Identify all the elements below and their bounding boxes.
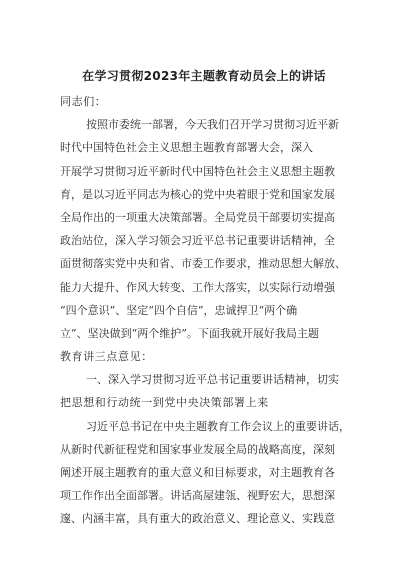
text-line: 从新时代新征程党和国家事业发展全局的战略高度，深刻 [60,442,335,456]
text-line: 教育讲三点意见： [60,350,153,364]
text-line: 时代中国特色社会主义思想主题教育部署大会，深入 [60,141,313,155]
text-line: 育，是以习近平同志为核心的党中央着眼于党和国家发展 [60,187,335,201]
text-line: 按照市委统一部署，今天我们召开学习贯彻习近平新 [86,118,339,132]
text-line: 把思想和行动统一到党中央决策部署上来 [60,396,269,410]
text-line: 面贯彻落实党中央和省、市委工作要求，推动思想大解放、 [60,257,346,271]
text-line: 立”、坚决做到“两个维护”。下面我就开展好我局主题 [60,326,319,340]
document-title: 在学习贯彻2023年主题教育动员会上的讲话 [82,69,326,83]
text-line: 阐述开展主题教育的重大意义和目标要求，对主题教育各 [60,466,335,479]
text-line: 邃、内涵丰富，具有重大的政治意义、理论意义、实践意 [60,512,335,526]
text-line: 习近平总书记在中央主题教育工作会议上的重要讲话， [86,419,350,433]
salutation-line: 同志们： [60,95,107,108]
text-line: “四个意识”、坚定“四个自信”，忠诚捍卫“两个确 [60,303,298,317]
text-line: 项工作作出全面部署。讲话高屋建瓴、视野宏大，思想深 [60,489,335,503]
text-line: 开展学习贯彻习近平新时代中国特色社会主义思想主题教 [60,164,335,178]
text-line: 一、深入学习贯彻习近平总书记重要讲话精神，切实 [86,373,339,387]
document-body [60,90,350,531]
text-line: 全局作出的一项重大决策部署。全局党员干部要切实提高 [60,210,335,224]
text-line: 能力大提升、作风大转变、工作大落实，以实际行动增强 [60,280,335,294]
text-line: 政治站位，深入学习领会习近平总书记重要讲话精神，全 [60,234,335,248]
